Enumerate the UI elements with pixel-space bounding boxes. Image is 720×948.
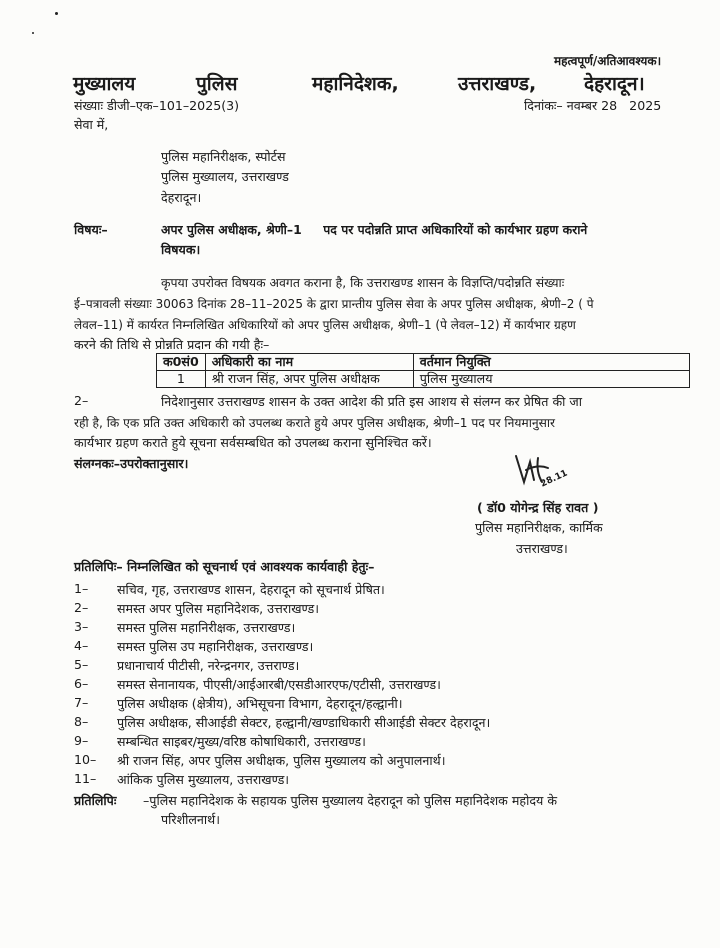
copy-item-number: 4–: [74, 638, 89, 653]
copy-item-number: 3–: [74, 619, 89, 634]
table-header-serial: क0सं0: [157, 354, 206, 371]
copy-item-text: पुलिस अधीक्षक, सीआईडी सेक्टर, हल्द्वानी/खण्डाधिकारी सीआईडी सेक्टर देहरादून।: [117, 715, 491, 730]
copy-item-text: समस्त पुलिस महानिरीक्षक, उत्तराखण्ड।: [117, 620, 296, 635]
signature-date: 28.11: [539, 468, 570, 490]
header-word-police: पुलिस: [196, 73, 238, 95]
copy-item-text: समस्त पुलिस उप महानिरीक्षक, उत्तराखण्ड।: [117, 639, 314, 654]
copy-item-number: 8–: [74, 714, 89, 729]
salutation: सेवा में,: [74, 117, 109, 132]
copy-item-number: 2–: [74, 600, 89, 615]
priority-label: महत्वपूर्ण/अतिआवश्यक।: [554, 54, 662, 68]
body-para2-line-3: कार्यभार ग्रहण कराते हुये सूचना सर्वसम्बधित को उपलब्ध कराना सुनिश्चित करें।: [74, 435, 432, 450]
copy-item-text: पुलिस अधीक्षक (क्षेत्रीय), अभिसूचना विभाग, देहरादून/हल्द्वानी।: [117, 696, 403, 711]
subject-label: विषयः–: [74, 222, 108, 237]
body-para1-line-2: ई–पत्रावली संख्याः 30063 दिनांक 28–11–2025 के द्वारा प्रान्तीय पुलिस सेवा के अपर पुलिस अधीक्षक, श्रेणी–2 ( पे: [74, 297, 594, 311]
header-word-headquarters: मुख्यालय: [73, 73, 136, 95]
signatory-designation: पुलिस महानिरीक्षक, कार्मिक: [475, 520, 603, 535]
header-word-dg: महानिदेशक,: [312, 73, 399, 95]
table-cell-posting: पुलिस मुख्यालय: [413, 371, 689, 388]
scan-mark: [32, 32, 34, 34]
copy-item-text: समस्त अपर पुलिस महानिदेशक, उत्तराखण्ड।: [117, 601, 319, 616]
footer-copy-label: प्रतिलिपिः: [74, 793, 117, 808]
copy-item-text: प्रधानाचार्य पीटीसी, नरेन्द्रनगर, उत्तराण्ड।: [117, 658, 300, 673]
copy-item-number: 10–: [74, 752, 97, 767]
table-header-posting: वर्तमान नियुक्ति: [413, 354, 689, 371]
copy-item-number: 5–: [74, 657, 89, 672]
copy-item-text: आंकिक पुलिस मुख्यालय, उत्तराखण्ड।: [117, 772, 290, 787]
scan-mark: [55, 12, 58, 15]
copy-item-text: श्री राजन सिंह, अपर पुलिस अधीक्षक, पुलिस मुख्यालय को अनुपालनार्थ।: [117, 753, 446, 768]
copy-item-text: सचिव, गृह, उत्तराखण्ड शासन, देहरादून को सूचनार्थ प्रेषित।: [117, 582, 385, 597]
copy-item-number: 6–: [74, 676, 89, 691]
enclosure-note: संलग्नकः–उपरोक्तानुसार।: [74, 456, 189, 471]
table-row: [157, 371, 690, 388]
copy-item-number: 9–: [74, 733, 89, 748]
header-word-state: उत्तराखण्ड,: [458, 73, 537, 95]
table-header-row: [157, 354, 690, 371]
addressee-line-1: पुलिस महानिरीक्षक, स्पोर्टस: [161, 149, 286, 164]
copy-item-text: सम्बन्धित साइबर/मुख्य/वरिष्ठ कोषाधिकारी, उत्तराखण्ड।: [117, 734, 366, 749]
subject-line-2: विषयक।: [161, 242, 201, 257]
signatory-name: ( डॉ0 योगेन्द्र सिंह रावत ): [477, 500, 599, 515]
signatory-location: उत्तराखण्ड।: [516, 541, 568, 556]
table-cell-name: श्री राजन सिंह, अपर पुलिस अधीक्षक: [205, 371, 413, 388]
table-header-name: अधिकारी का नाम: [205, 354, 413, 371]
copy-item-number: 7–: [74, 695, 89, 710]
body-para1-line-1: कृपया उपरोक्त विषयक अवगत कराना है, कि उत्तराखण्ड शासन के विज्ञप्ति/पदोन्नति संख्याः: [161, 275, 565, 290]
subject-line-1: अपर पुलिस अधीक्षक, श्रेणी–1 पद पर पदोन्नति प्राप्त अधिकारियों को कार्यभार ग्रहण कराने: [161, 222, 588, 237]
addressee-line-2: पुलिस मुख्यालय, उत्तराखण्ड: [161, 169, 289, 184]
copy-item-number: 1–: [74, 581, 89, 596]
body-para2-line-2: रही है, कि एक प्रति उक्त अधिकारी को उपलब्ध कराते हुये अपर पुलिस अधीक्षक, श्रेणी–1 पद पर नियमानुसार: [74, 416, 555, 430]
footer-copy-line-2: परिशीलनार्थ।: [161, 812, 221, 827]
table-cell-serial: 1: [157, 371, 206, 388]
body-para2-line-1: निदेशानुसार उत्तराखण्ड शासन के उक्त आदेश की प्रति इस आशय से संलग्न कर प्रेषित की जा: [161, 394, 583, 409]
header-word-city: देहरादून।: [584, 73, 645, 95]
copy-item-text: समस्त सेनानायक, पीएसी/आईआरबी/एसडीआरएफ/एटीसी, उत्तराखण्ड।: [117, 677, 441, 692]
reference-number: संख्याः डीजी–एक–101–2025(3): [74, 98, 240, 113]
body-para1-line-3: लेवल–11) में कार्यरत निम्नलिखित अधिकारियों को अपर पुलिस अधीक्षक, श्रेणी–1 (पे लेवल–12) में कार्यभार ग्रहण: [74, 318, 576, 332]
copy-item-number: 11–: [74, 771, 97, 786]
officer-table: [156, 353, 690, 388]
copy-to-heading: प्रतिलिपिः– निम्नलिखित को सूचनार्थ एवं आवश्यक कार्यवाही हेतुः–: [74, 559, 375, 574]
addressee-line-3: देहरादून।: [161, 190, 202, 205]
body-para2-number: 2–: [74, 393, 89, 408]
footer-copy-line-1: –पुलिस महानिदेशक के सहायक पुलिस मुख्यालय देहरादून को पुलिस महानिदेशक महोदय के: [143, 793, 558, 808]
letter-date: दिनांकः– नवम्बर 28 2025: [524, 98, 662, 113]
body-para1-line-4: करने की तिथि से प्रोन्नति प्रदान की गयी हैः–: [74, 337, 270, 352]
